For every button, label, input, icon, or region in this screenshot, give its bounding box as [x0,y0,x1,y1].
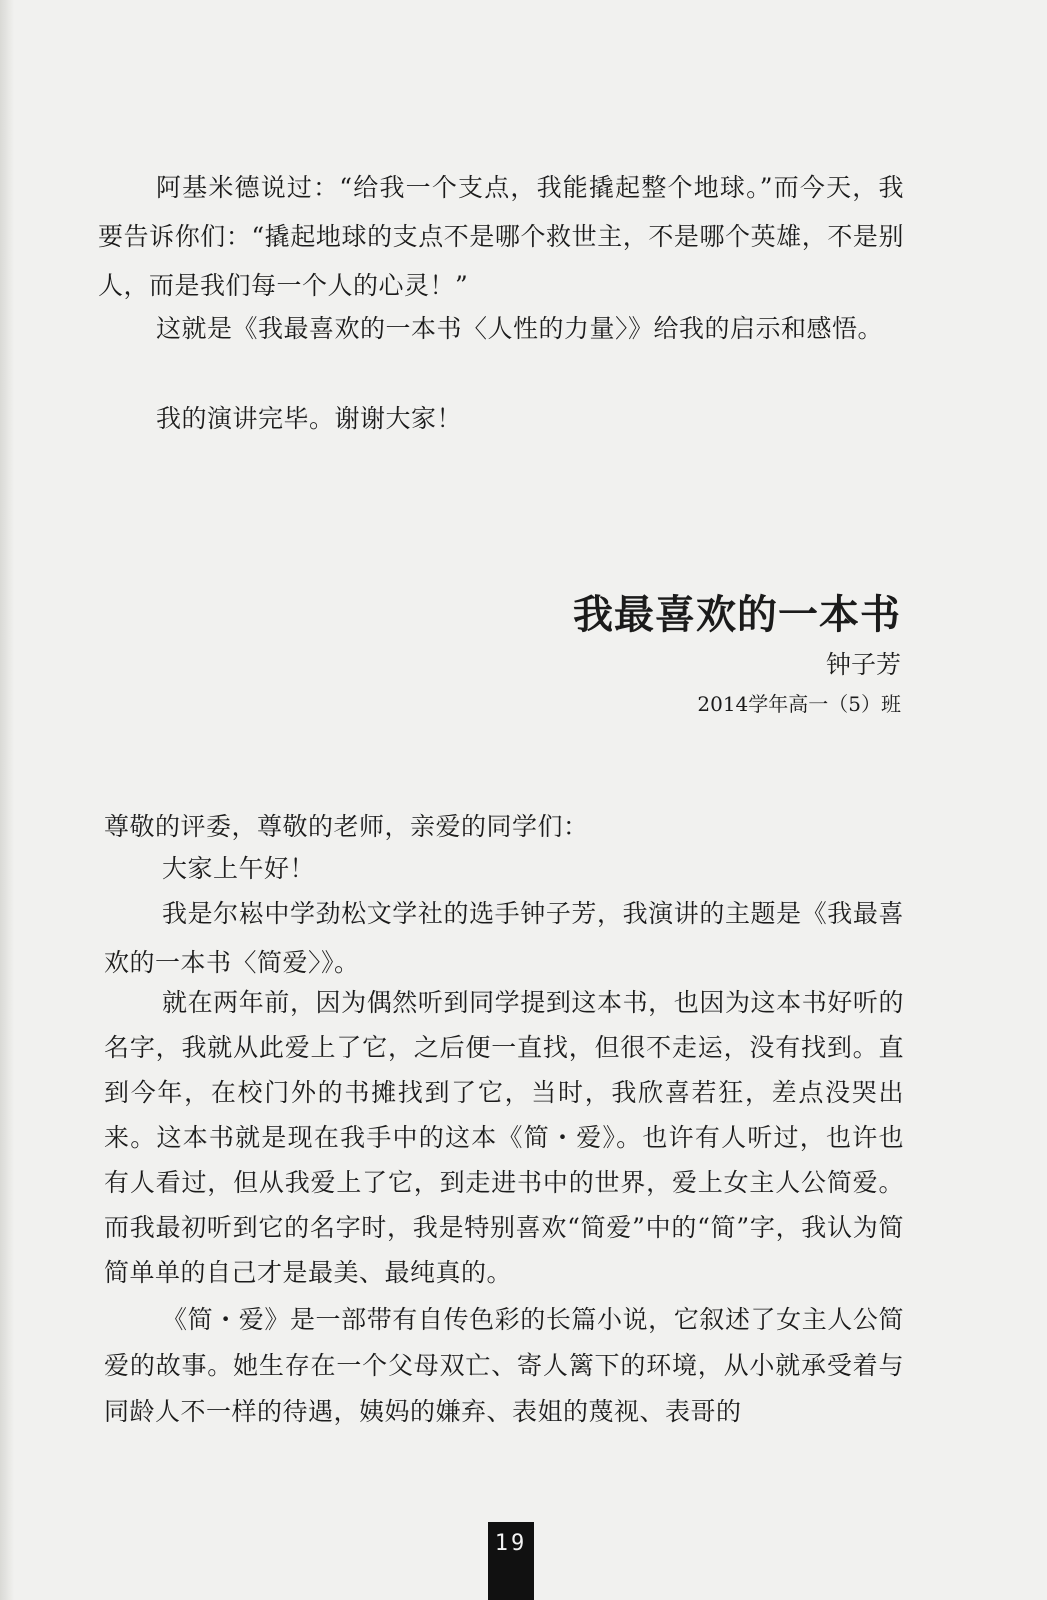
enlightenment-paragraph: 这就是《我最喜欢的一本书〈人性的力量〉》给我的启示和感悟。 [156,314,884,343]
intro-paragraph: 我是尔崧中学劲松文学社的选手钟子芳，我演讲的主题是《我最喜欢的一本书〈简爱〉》。 [104,899,904,977]
archimedes-paragraph: 阿基米德说过：“给我一个支点，我能撬起整个地球。”而今天，我要告诉你们：“撬起地球的支点不是哪个救世主，不是哪个英雄，不是别人，而是我们每一个人的心灵！” [98,173,904,300]
author-class: 2014学年高一（5）班 [697,692,901,716]
page-number: 19 [488,1522,534,1600]
salutation: 尊敬的评委，尊敬的老师，亲爱的同学们： [104,812,589,841]
story-paragraph: 就在两年前，因为偶然听到同学提到这本书，也因为这本书好听的名字，我就从此爱上了它，之后便一直找，但很不走运，没有找到。直到今年，在校门外的书摊找到了它，当时，我欣喜若狂，差点没哭出来。这本书就是现在我手中的这本《简・爱》。也许有人听过，也许也有人看过，但从我爱上了它，到走进书中的世界，爱上女主人公简爱。而我最初听到它的名字时，我是特别喜欢“简爱”中的“简”字，我认为简简单单的自己才是最美、最纯真的。 [104,988,904,1287]
author-name: 钟子芳 [825,650,901,679]
page-edge-shadow [0,0,14,1600]
greeting: 大家上午好！ [162,854,316,883]
summary-paragraph: 《简・爱》是一部带有自传色彩的长篇小说，它叙述了女主人公简爱的故事。她生存在一个父母双亡、寄人篱下的环境，从小就承受着与同龄人不一样的待遇，姨妈的嫌弃、表姐的蔑视、表哥的 [104,1305,904,1426]
article-title: 我最喜欢的一本书 [573,592,901,638]
closing-paragraph: 我的演讲完毕。谢谢大家！ [156,404,463,433]
